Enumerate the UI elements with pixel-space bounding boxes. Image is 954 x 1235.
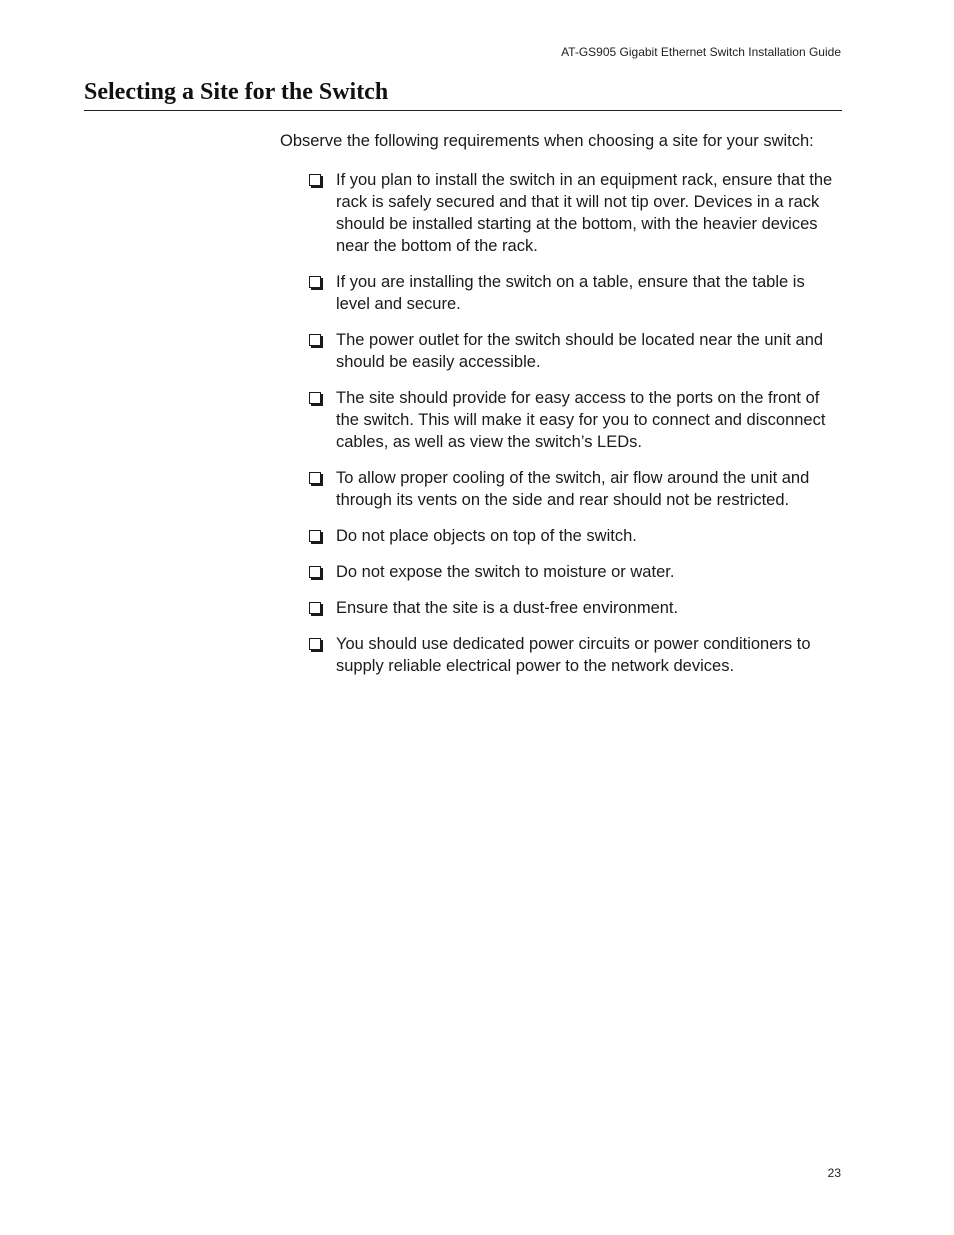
list-item <box>280 633 842 677</box>
list-item-text: Do not expose the switch to moisture or water. <box>336 563 675 581</box>
list-item <box>280 329 842 373</box>
list-item-text: Ensure that the site is a dust-free environment. <box>336 599 679 617</box>
section-title: Selecting a Site for the Switch <box>84 77 842 111</box>
list-item <box>280 387 842 453</box>
list-item <box>280 597 842 619</box>
list-item-text: The power outlet for the switch should be located near the unit and should be easily accessible. <box>336 331 824 371</box>
checkbox-bullet-icon <box>309 174 321 186</box>
section-body <box>280 130 842 691</box>
list-item-text: Do not place objects on top of the switch. <box>336 527 637 545</box>
intro-paragraph: Observe the following requirements when choosing a site for your switch: <box>280 132 814 150</box>
checkbox-bullet-icon <box>309 602 321 614</box>
list-item <box>280 169 842 257</box>
list-item <box>280 467 842 511</box>
requirements-list <box>280 169 842 677</box>
checkbox-bullet-icon <box>309 638 321 650</box>
list-item <box>280 271 842 315</box>
checkbox-bullet-icon <box>309 530 321 542</box>
list-item-text: If you plan to install the switch in an equipment rack, ensure that the rack is safely secured and that it will not tip over. Devices in a rack should be installed starting at the bottom, with the heavier devices near the bottom of the rack. <box>336 171 833 255</box>
checkbox-bullet-icon <box>309 472 321 484</box>
list-item-text: You should use dedicated power circuits or power conditioners to supply reliable electrical power to the network devices. <box>336 635 811 675</box>
list-item <box>280 525 842 547</box>
list-item-text: The site should provide for easy access to the ports on the front of the switch. This will make it easy for you to connect and disconnect cables, as well as view the switch’s LEDs. <box>336 389 826 451</box>
checkbox-bullet-icon <box>309 392 321 404</box>
checkbox-bullet-icon <box>309 334 321 346</box>
list-item-text: To allow proper cooling of the switch, air flow around the unit and through its vents on the side and rear should not be restricted. <box>336 469 810 509</box>
page-number: 23 <box>827 1166 841 1180</box>
checkbox-bullet-icon <box>309 566 321 578</box>
list-item-text: If you are installing the switch on a table, ensure that the table is level and secure. <box>336 273 805 313</box>
list-item <box>280 561 842 583</box>
running-header: AT-GS905 Gigabit Ethernet Switch Installation Guide <box>561 45 841 59</box>
checkbox-bullet-icon <box>309 276 321 288</box>
